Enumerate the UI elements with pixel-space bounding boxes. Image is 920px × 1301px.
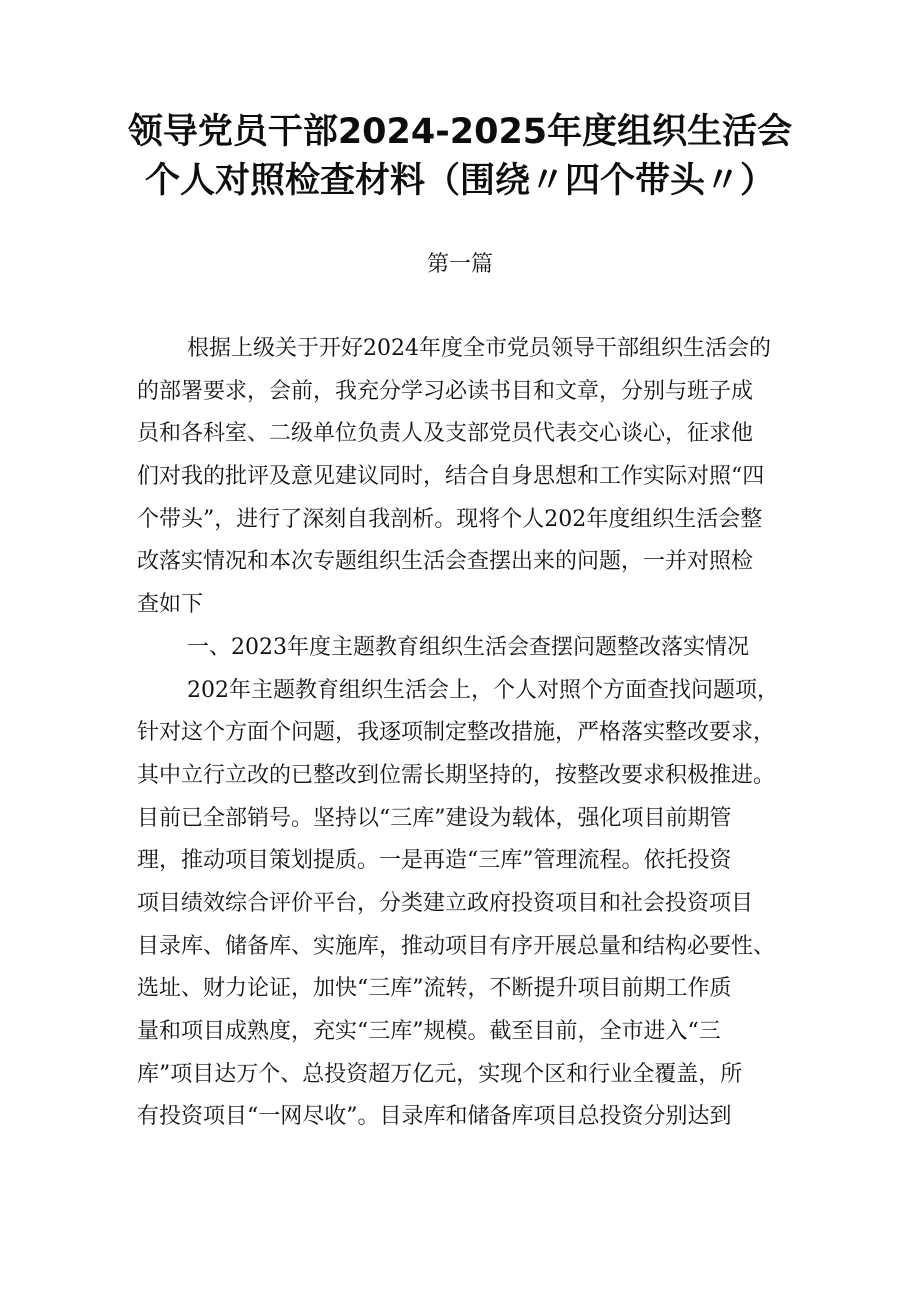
section-heading: 一、2023年度主题教育组织生活会查摆问题整改落实情况 <box>187 634 749 660</box>
document-title-line-1: 领导党员干部2024-2025年度组织生活会 <box>127 112 793 152</box>
paragraph-line: 个带头”，进行了深刻自我剖析。现将个人202年度组织生活会整 <box>137 506 763 532</box>
paragraph-line: 202年主题教育组织生活会上，个人对照个方面查找问题项， <box>187 677 779 703</box>
paragraph-line: 理，推动项目策划提质。一是再造“三库”管理流程。依托投资 <box>137 848 732 874</box>
document-title-line-2: 个人对照检查材料（围绕〃四个带头〃） <box>144 161 775 201</box>
paragraph-line: 量和项目成熟度，充实“三库”规模。截至目前，全市进入“三 <box>137 1019 721 1044</box>
chapter-heading: 第一篇 <box>426 252 493 277</box>
paragraph-line: 们对我的批评及意见建议同时，结合自身思想和工作实际对照“四 <box>137 464 765 490</box>
paragraph-line: 根据上级关于开好2024年度全市党员领导干部组织生活会的 <box>187 336 771 361</box>
paragraph-line: 其中立行立改的已整改到位需长期坚持的，按整改要求积极推进。 <box>137 762 776 788</box>
paragraph-line: 项目绩效综合评价平台，分类建立政府投资项目和社会投资项目 <box>137 890 754 916</box>
paragraph-line: 改落实情况和本次专题组织生活会查摆出来的问题，一并对照检 <box>137 549 754 575</box>
paragraph-line: 有投资项目“一网尽收”。目录库和储备库项目总投资分别达到 <box>137 1104 732 1130</box>
paragraph-line: 员和各科室、二级单位负责人及支部党员代表交心谈心，征求他 <box>137 421 754 447</box>
paragraph-line: 目录库、储备库、实施库，推动项目有序开展总量和结构必要性、 <box>137 933 776 959</box>
paragraph-line: 库”项目达万个、总投资超万亿元，实现个区和行业全覆盖，所 <box>137 1061 743 1087</box>
paragraph-line: 的部署要求，会前，我充分学习必读书目和文章，分别与班子成 <box>137 378 754 404</box>
document-body <box>137 328 797 1139</box>
paragraph-line: 查如下 <box>137 592 204 618</box>
paragraph-line: 目前已全部销号。坚持以“三库”建设为载体，强化项目前期管 <box>137 805 732 831</box>
paragraph-line: 针对这个方面个问题，我逐项制定整改措施，严格落实整改要求， <box>137 720 776 746</box>
paragraph-line: 选址、财力论证，加快“三库”流转，不断提升项目前期工作质 <box>137 976 732 1002</box>
